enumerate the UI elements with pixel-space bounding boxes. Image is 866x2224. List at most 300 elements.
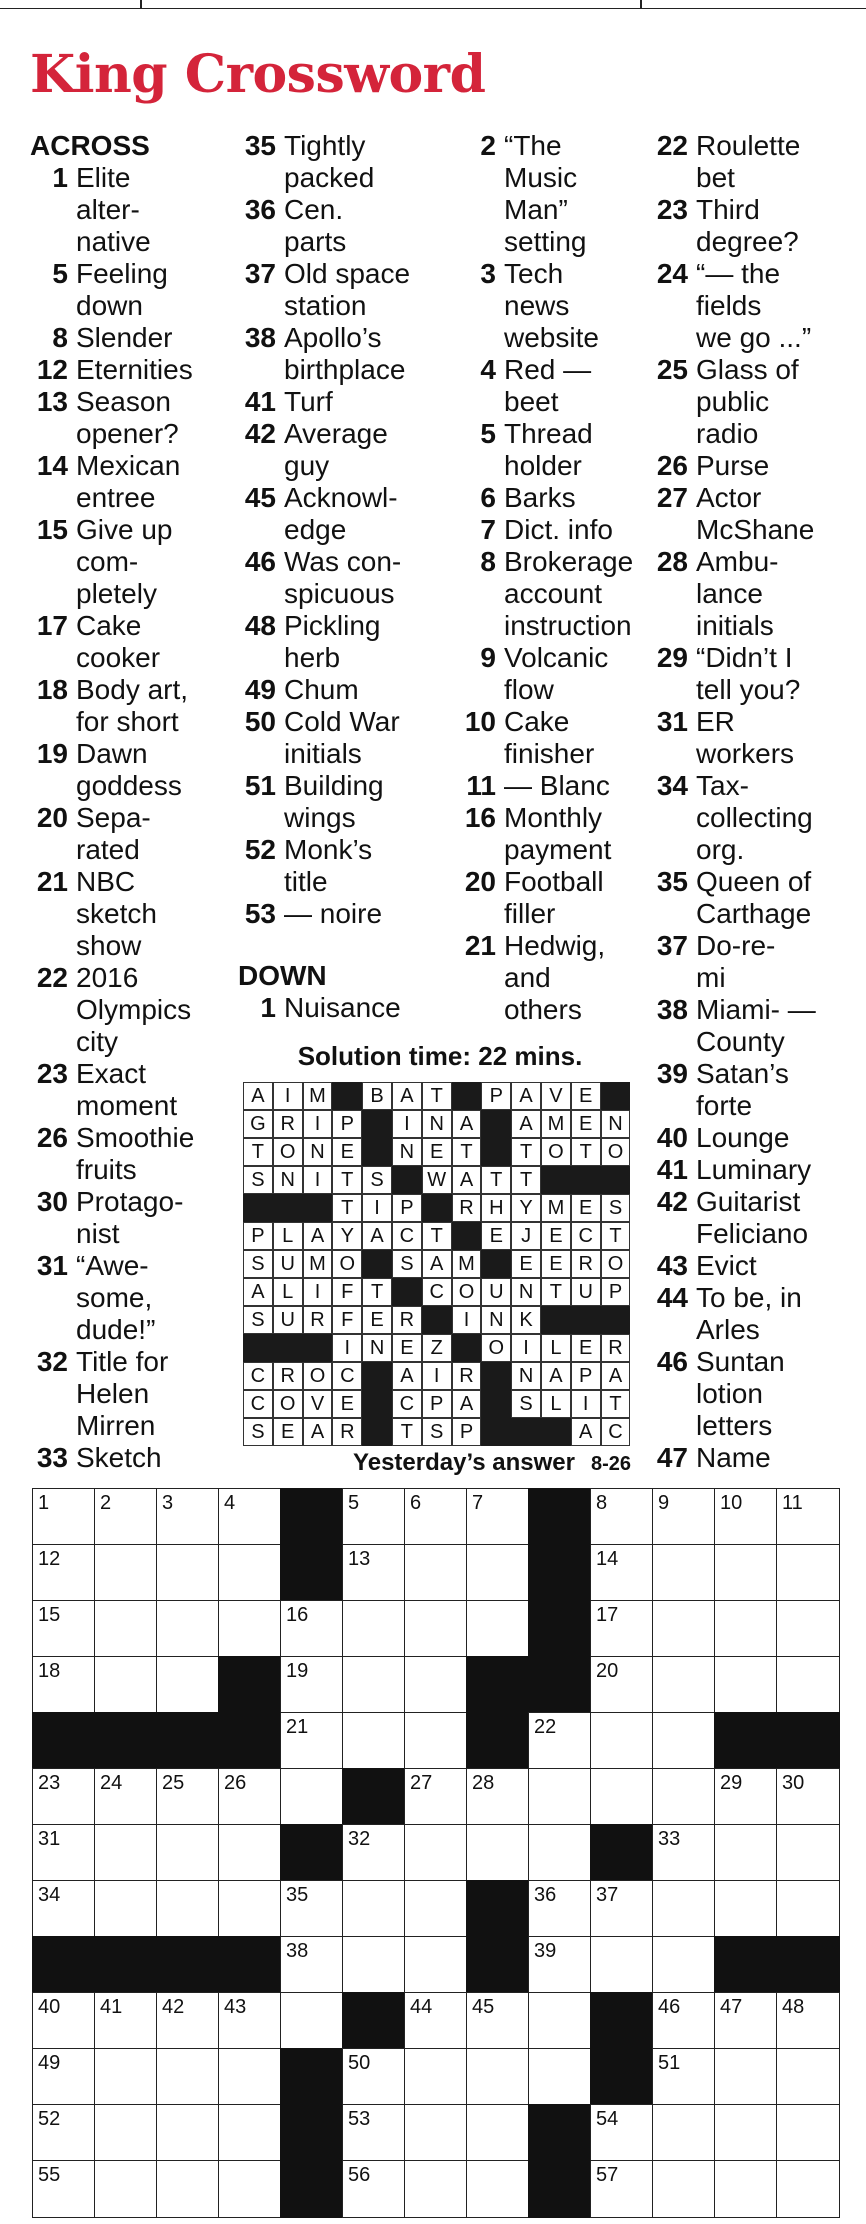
grid-cell[interactable] [218, 1600, 282, 1658]
grid-cell[interactable] [528, 2048, 592, 2106]
clue-item [458, 482, 658, 514]
clue-number: 16 [464, 802, 496, 833]
grid-cell-number: 11 [782, 1492, 803, 1514]
grid-cell-number: 52 [38, 2108, 61, 2130]
clue-item [238, 706, 453, 770]
grid-cell[interactable] [652, 2160, 716, 2218]
grid-cell[interactable] [94, 1768, 158, 1826]
grid-cell[interactable] [714, 1488, 778, 1546]
grid-cell[interactable] [218, 1992, 282, 2050]
mini-letter-cell: G [243, 1110, 273, 1138]
mini-letter-cell: A [452, 1166, 482, 1194]
grid-black-cell [218, 1656, 282, 1714]
grid-cell[interactable] [94, 1824, 158, 1882]
grid-cell[interactable] [776, 1544, 840, 1602]
grid-cell[interactable] [404, 1936, 468, 1994]
clue-number: 35 [244, 130, 276, 161]
mini-letter-cell: P [452, 1418, 482, 1446]
grid-cell[interactable] [590, 1488, 654, 1546]
clue-item [30, 1058, 240, 1122]
grid-cell[interactable] [714, 1880, 778, 1938]
clue-item [30, 1186, 240, 1250]
mini-letter-cell: E [422, 1138, 452, 1166]
clue-number: 28 [656, 546, 688, 577]
mini-black-cell [601, 1166, 631, 1194]
grid-cell[interactable] [652, 1768, 716, 1826]
mini-black-cell [452, 1222, 482, 1250]
grid-cell[interactable] [590, 1712, 654, 1770]
clue-number: 14 [36, 450, 68, 481]
grid-cell[interactable] [32, 1544, 96, 1602]
clue-text: Old space station [284, 258, 411, 321]
clue-item [458, 706, 658, 770]
top-rule [0, 0, 866, 10]
clue-item [30, 738, 240, 802]
grid-cell-number: 43 [224, 1996, 247, 2018]
grid-cell[interactable] [280, 1936, 344, 1994]
grid-black-cell [528, 2160, 592, 2218]
mini-letter-cell: E [571, 1334, 601, 1362]
clue-number: 23 [656, 194, 688, 225]
grid-cell[interactable] [32, 2048, 96, 2106]
grid-cell[interactable] [528, 1768, 592, 1826]
clue-number: 31 [656, 706, 688, 737]
mini-letter-cell: Z [422, 1334, 452, 1362]
mini-letter-cell: E [511, 1250, 541, 1278]
mini-letter-cell: L [273, 1222, 303, 1250]
clue-text: Third degree? [696, 194, 799, 257]
grid-cell-number: 9 [658, 1492, 670, 1514]
clue-number: 36 [244, 194, 276, 225]
clue-item [650, 450, 866, 482]
mini-black-cell [481, 1362, 511, 1390]
grid-cell[interactable] [466, 1768, 530, 1826]
grid-cell-number: 55 [38, 2164, 61, 2186]
grid-black-cell [528, 1544, 592, 1602]
grid-black-cell [590, 2048, 654, 2106]
grid-cell[interactable] [404, 1544, 468, 1602]
grid-cell[interactable] [776, 1768, 840, 1826]
grid-cell[interactable] [714, 1544, 778, 1602]
mini-black-cell [571, 1306, 601, 1334]
clue-text: Suntan lotion letters [696, 1346, 785, 1441]
grid-cell[interactable] [32, 1824, 96, 1882]
grid-cell-number: 33 [658, 1828, 681, 1850]
clue-item [650, 930, 866, 994]
grid-cell-number: 56 [348, 2164, 371, 2186]
grid-cell[interactable] [218, 2104, 282, 2162]
mini-letter-cell: E [571, 1110, 601, 1138]
grid-cell[interactable] [590, 1936, 654, 1994]
clue-item [30, 1442, 240, 1474]
clue-item [650, 354, 866, 450]
grid-cell[interactable] [280, 1768, 344, 1826]
grid-cell[interactable] [528, 1712, 592, 1770]
grid-cell-number: 45 [472, 1996, 495, 2018]
mini-black-cell [481, 1250, 511, 1278]
grid-cell[interactable] [32, 1768, 96, 1826]
grid-cell[interactable] [280, 1992, 344, 2050]
mini-letter-cell: E [541, 1222, 571, 1250]
mini-letter-cell: R [571, 1250, 601, 1278]
grid-cell[interactable] [652, 1992, 716, 2050]
grid-cell[interactable] [776, 1600, 840, 1658]
grid-cell[interactable] [652, 2048, 716, 2106]
grid-cell[interactable] [652, 1488, 716, 1546]
grid-cell[interactable] [94, 1656, 158, 1714]
mini-black-cell [422, 1194, 452, 1222]
grid-cell[interactable] [466, 1488, 530, 1546]
grid-cell[interactable] [776, 1656, 840, 1714]
clue-item [30, 962, 240, 1058]
grid-cell[interactable] [94, 1880, 158, 1938]
mini-letter-cell: N [481, 1306, 511, 1334]
grid-cell[interactable] [776, 2160, 840, 2218]
grid-cell[interactable] [94, 1992, 158, 2050]
grid-cell[interactable] [652, 1824, 716, 1882]
clue-number: 22 [656, 130, 688, 161]
grid-cell[interactable] [466, 1992, 530, 2050]
mini-letter-cell: P [392, 1194, 422, 1222]
mini-letter-cell: E [362, 1306, 392, 1334]
grid-cell[interactable] [776, 2104, 840, 2162]
mini-letter-cell: M [303, 1082, 333, 1110]
clue-number: 40 [656, 1122, 688, 1153]
grid-cell[interactable] [156, 2160, 220, 2218]
mini-letter-cell: M [541, 1110, 571, 1138]
grid-black-cell [776, 1936, 840, 1994]
clue-item [238, 194, 453, 258]
grid-cell[interactable] [218, 1824, 282, 1882]
mini-letter-cell: O [601, 1250, 631, 1278]
grid-cell[interactable] [590, 1880, 654, 1938]
mini-letter-cell: S [392, 1250, 422, 1278]
grid-cell[interactable] [714, 2160, 778, 2218]
clue-number: 9 [480, 642, 496, 673]
grid-cell[interactable] [218, 1768, 282, 1826]
clue-number: 30 [36, 1186, 68, 1217]
grid-cell[interactable] [156, 1488, 220, 1546]
yesterday-date: 8-26 [590, 1453, 631, 1475]
grid-cell[interactable] [280, 1880, 344, 1938]
grid-cell[interactable] [94, 2048, 158, 2106]
grid-cell[interactable] [342, 1936, 406, 1994]
clue-number: 23 [36, 1058, 68, 1089]
clue-item [30, 322, 240, 354]
mini-letter-cell: A [392, 1362, 422, 1390]
grid-cell[interactable] [94, 1488, 158, 1546]
grid-cell[interactable] [342, 1712, 406, 1770]
grid-cell[interactable] [342, 1544, 406, 1602]
grid-cell[interactable] [652, 1880, 716, 1938]
clue-number: 37 [656, 930, 688, 961]
grid-cell[interactable] [714, 1600, 778, 1658]
grid-cell[interactable] [466, 1600, 530, 1658]
grid-cell[interactable] [342, 1600, 406, 1658]
grid-cell[interactable] [32, 1488, 96, 1546]
mini-black-cell [541, 1418, 571, 1446]
grid-cell[interactable] [590, 1768, 654, 1826]
clue-number: 26 [656, 450, 688, 481]
grid-cell[interactable] [528, 1824, 592, 1882]
grid-cell[interactable] [32, 2104, 96, 2162]
clue-text: Sketch [76, 1442, 162, 1473]
mini-letter-cell: V [303, 1390, 333, 1418]
grid-black-cell [218, 1936, 282, 1994]
grid-cell[interactable] [404, 2048, 468, 2106]
mini-black-cell [481, 1138, 511, 1166]
mini-letter-cell: S [422, 1418, 452, 1446]
clue-item [238, 610, 453, 674]
grid-cell[interactable] [404, 1824, 468, 1882]
clue-text: Monk’s title [284, 834, 373, 897]
mini-letter-cell: E [571, 1194, 601, 1222]
clue-item [238, 258, 453, 322]
mini-letter-cell: R [273, 1110, 303, 1138]
grid-cell[interactable] [156, 1768, 220, 1826]
grid-cell[interactable] [32, 2160, 96, 2218]
clue-number: 8 [480, 546, 496, 577]
clue-text: Barks [504, 482, 576, 513]
clue-text: Was con- spicuous [284, 546, 402, 609]
grid-cell[interactable] [94, 1600, 158, 1658]
mini-letter-cell: T [422, 1222, 452, 1250]
grid-cell[interactable] [590, 1544, 654, 1602]
mini-letter-cell: U [481, 1278, 511, 1306]
grid-cell[interactable] [156, 1544, 220, 1602]
grid-cell[interactable] [404, 1656, 468, 1714]
grid-cell-number: 7 [472, 1492, 484, 1514]
grid-cell[interactable] [280, 1656, 344, 1714]
mini-letter-cell: N [511, 1278, 541, 1306]
grid-cell[interactable] [652, 1936, 716, 1994]
grid-cell[interactable] [404, 1488, 468, 1546]
mini-letter-cell: I [362, 1194, 392, 1222]
clue-text: Lounge [696, 1122, 790, 1153]
grid-cell[interactable] [652, 1544, 716, 1602]
yesterday-caption [243, 1448, 631, 1479]
clue-text: Tightly packed [284, 130, 375, 193]
grid-cell[interactable] [590, 2160, 654, 2218]
clue-text: Nuisance [284, 992, 401, 1023]
grid-cell[interactable] [404, 1880, 468, 1938]
grid-cell[interactable] [714, 1992, 778, 2050]
grid-cell[interactable] [466, 2104, 530, 2162]
grid-black-cell [342, 1768, 406, 1826]
grid-cell[interactable] [218, 2160, 282, 2218]
grid-cell[interactable] [404, 2160, 468, 2218]
clue-text: Acknowl- edge [284, 482, 398, 545]
grid-cell[interactable] [94, 1544, 158, 1602]
grid-cell[interactable] [714, 1656, 778, 1714]
grid-cell[interactable] [714, 1768, 778, 1826]
mini-black-cell [601, 1082, 631, 1110]
grid-cell[interactable] [466, 2160, 530, 2218]
grid-cell[interactable] [342, 1488, 406, 1546]
grid-cell[interactable] [466, 1824, 530, 1882]
clue-text: Tax- collecting org. [696, 770, 813, 865]
mini-letter-cell: R [332, 1418, 362, 1446]
grid-cell[interactable] [156, 1824, 220, 1882]
grid-cell[interactable] [218, 2048, 282, 2106]
grid-cell[interactable] [32, 1656, 96, 1714]
grid-cell[interactable] [528, 1880, 592, 1938]
mini-letter-cell: R [303, 1306, 333, 1334]
clue-number: 48 [244, 610, 276, 641]
grid-cell-number: 5 [348, 1492, 360, 1514]
mini-letter-cell: I [452, 1306, 482, 1334]
mini-letter-cell: S [362, 1166, 392, 1194]
grid-black-cell [280, 1488, 344, 1546]
grid-cell[interactable] [652, 1712, 716, 1770]
grid-cell[interactable] [404, 1712, 468, 1770]
mini-letter-cell: O [601, 1138, 631, 1166]
grid-cell[interactable] [32, 1992, 96, 2050]
grid-cell[interactable] [652, 1600, 716, 1658]
clue-number: 5 [480, 418, 496, 449]
mini-letter-cell: P [481, 1082, 511, 1110]
clue-text: “— the fields we go ...” [696, 258, 812, 353]
grid-cell[interactable] [590, 1600, 654, 1658]
clue-item [458, 770, 658, 802]
grid-cell[interactable] [466, 2048, 530, 2106]
grid-cell[interactable] [156, 1880, 220, 1938]
grid-cell[interactable] [218, 1880, 282, 1938]
grid-black-cell [280, 1824, 344, 1882]
clue-item [30, 354, 240, 386]
mini-letter-cell: A [452, 1110, 482, 1138]
clue-item [458, 130, 658, 258]
clue-number: 12 [36, 354, 68, 385]
mini-letter-cell: I [303, 1166, 333, 1194]
grid-cell-number: 47 [720, 1996, 743, 2018]
grid-cell[interactable] [342, 2160, 406, 2218]
grid-black-cell [466, 1712, 530, 1770]
grid-cell[interactable] [590, 1656, 654, 1714]
clue-text: Apollo’s birthplace [284, 322, 406, 385]
clue-number: 52 [244, 834, 276, 865]
grid-cell[interactable] [342, 2048, 406, 2106]
clue-text: Slender [76, 322, 173, 353]
clue-text: Do-re- mi [696, 930, 776, 993]
grid-cell[interactable] [342, 2104, 406, 2162]
grid-cell[interactable] [714, 2048, 778, 2106]
mini-letter-cell: M [452, 1250, 482, 1278]
grid-black-cell [32, 1712, 96, 1770]
clue-item [458, 354, 658, 418]
clue-number: 47 [656, 1442, 688, 1473]
grid-cell[interactable] [776, 2048, 840, 2106]
clue-text: Chum [284, 674, 359, 705]
grid-cell[interactable] [94, 2104, 158, 2162]
grid-cell[interactable] [218, 1544, 282, 1602]
mini-letter-cell: A [422, 1250, 452, 1278]
grid-cell[interactable] [776, 1488, 840, 1546]
grid-cell[interactable] [404, 1992, 468, 2050]
mini-letter-cell: C [243, 1390, 273, 1418]
grid-cell[interactable] [94, 2160, 158, 2218]
clue-number: 42 [656, 1186, 688, 1217]
mini-black-cell [511, 1418, 541, 1446]
mini-letter-cell: W [422, 1166, 452, 1194]
grid-cell-number: 23 [38, 1772, 61, 1794]
clue-text: Cold War initials [284, 706, 400, 769]
clue-text: To be, in Arles [696, 1282, 802, 1345]
grid-cell[interactable] [280, 1600, 344, 1658]
grid-cell[interactable] [652, 1656, 716, 1714]
mini-letter-cell: A [601, 1362, 631, 1390]
grid-cell[interactable] [32, 1880, 96, 1938]
grid-cell[interactable] [156, 1992, 220, 2050]
grid-cell[interactable] [156, 2048, 220, 2106]
grid-cell[interactable] [342, 1824, 406, 1882]
grid-cell[interactable] [714, 1824, 778, 1882]
clue-text: Average guy [284, 418, 388, 481]
grid-cell[interactable] [32, 1600, 96, 1658]
grid-cell[interactable] [776, 1824, 840, 1882]
grid-cell[interactable] [404, 1768, 468, 1826]
grid-cell[interactable] [776, 1880, 840, 1938]
clue-text: Season opener? [76, 386, 179, 449]
mini-letter-cell: I [332, 1334, 362, 1362]
mini-letter-cell: C [422, 1278, 452, 1306]
grid-cell[interactable] [156, 2104, 220, 2162]
grid-cell[interactable] [156, 1600, 220, 1658]
grid-cell[interactable] [342, 1656, 406, 1714]
clue-item [30, 802, 240, 866]
grid-cell[interactable] [404, 1600, 468, 1658]
grid-cell[interactable] [156, 1656, 220, 1714]
clue-text: Cake finisher [504, 706, 595, 769]
grid-cell[interactable] [342, 1880, 406, 1938]
mini-letter-cell: R [452, 1362, 482, 1390]
mini-letter-cell: L [541, 1334, 571, 1362]
mini-letter-cell: E [571, 1082, 601, 1110]
grid-cell[interactable] [776, 1992, 840, 2050]
clue-text: — Blanc [504, 770, 610, 801]
grid-cell[interactable] [280, 1712, 344, 1770]
grid-cell[interactable] [528, 1992, 592, 2050]
clue-text: Tech news website [504, 258, 599, 353]
mini-letter-cell: O [332, 1250, 362, 1278]
grid-cell[interactable] [404, 2104, 468, 2162]
grid-cell[interactable] [714, 2104, 778, 2162]
grid-cell[interactable] [218, 1488, 282, 1546]
mini-letter-cell: A [452, 1390, 482, 1418]
clue-item [238, 482, 453, 546]
clue-item [30, 866, 240, 962]
mini-letter-cell: R [392, 1306, 422, 1334]
mini-black-cell [362, 1390, 392, 1418]
clue-text: Volcanic flow [504, 642, 609, 705]
grid-cell[interactable] [590, 2104, 654, 2162]
mini-black-cell [273, 1194, 303, 1222]
mini-letter-cell: T [332, 1194, 362, 1222]
clue-number: 5 [52, 258, 68, 289]
clue-item [650, 994, 866, 1058]
grid-cell[interactable] [652, 2104, 716, 2162]
mini-black-cell [362, 1418, 392, 1446]
clue-text: Monthly payment [504, 802, 612, 865]
grid-cell[interactable] [466, 1544, 530, 1602]
mini-letter-cell: M [541, 1194, 571, 1222]
across-heading: ACROSS [30, 130, 150, 161]
grid-cell[interactable] [528, 1936, 592, 1994]
mini-letter-cell: K [511, 1306, 541, 1334]
grid-cell-number: 34 [38, 1884, 61, 1906]
grid-black-cell [528, 1656, 592, 1714]
mini-letter-cell: O [481, 1334, 511, 1362]
